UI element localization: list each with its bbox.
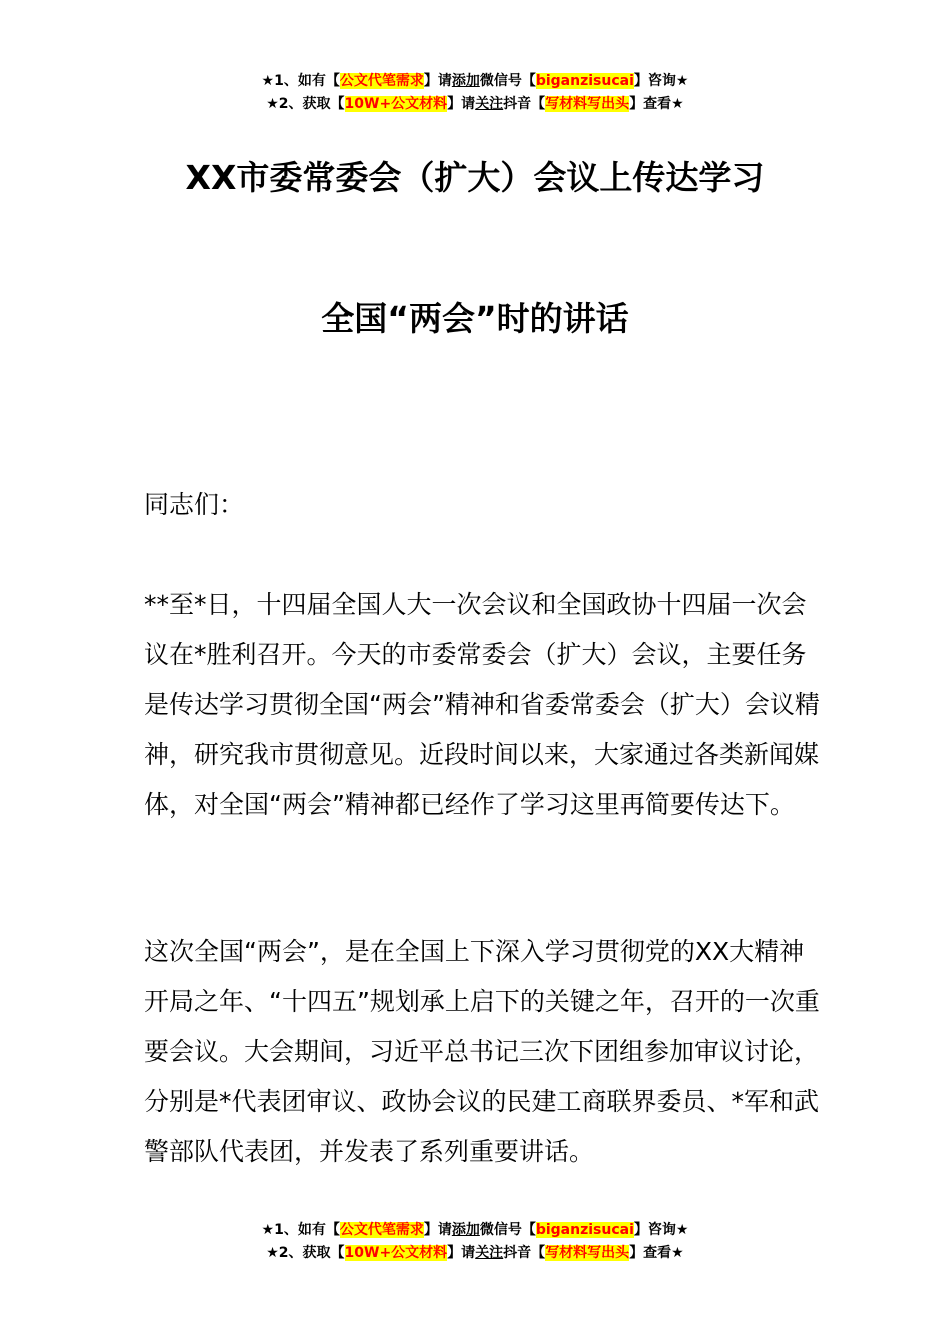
banner-text: 】请 <box>423 73 452 89</box>
banner-text: ★1、如有【 <box>261 1222 340 1238</box>
greeting: 同志们： <box>144 490 245 519</box>
banner-text: 】请 <box>447 96 476 112</box>
banner-underlined: 添加 <box>451 1222 480 1238</box>
banner-highlight: 10W+公文材料 <box>344 1245 448 1261</box>
document-title-line-1: XX市委常委会（扩大）会议上传达学习 <box>185 158 765 197</box>
document-title-line-2: 全国“两会”时的讲话 <box>321 299 629 338</box>
banner-underlined: 添加 <box>451 73 480 89</box>
banner-underlined: 关注 <box>475 1245 504 1261</box>
paragraph-1: **至*日，十四届全国人大一次会议和全国政协十四届一次会议在*胜利召开。今天的市委常委会（扩大）会议，主要任务是传达学习贯彻全国“两会”精神和省委常委会（扩大）会议精神，研究我市贯彻意见。近段时间以来，大家通过各类新闻媒体，对全国“两会”精神都已经作了学习这里再简要传达下。 <box>144 590 820 819</box>
banner-highlight: 公文代笔需求 <box>339 1222 424 1238</box>
paragraph-2: 这次全国“两会”，是在全国上下深入学习贯彻党的XX大精神开局之年、“十四五”规划承上启下的关键之年，召开的一次重要会议。大会期间，习近平总书记三次下团组参加审议讨论，分别是*代表团审议、政协会议的民建工商联界委员、*军和武警部队代表团，并发表了系列重要讲话。 <box>144 937 820 1166</box>
banner-text: 】查看★ <box>629 1245 684 1261</box>
banner-highlight: biganzisucai <box>535 73 634 89</box>
banner-text: 】咨询★ <box>633 1222 689 1238</box>
banner-text: ★2、获取【 <box>266 1245 345 1261</box>
banner-text: 抖音【 <box>503 1245 546 1261</box>
banner-line-2 <box>0 93 950 116</box>
banner-text: ★2、获取【 <box>266 96 345 112</box>
banner-text: 】请 <box>447 1245 476 1261</box>
banner-text: 微信号【 <box>479 1222 536 1238</box>
banner-line-1 <box>0 70 950 93</box>
banner-line-1 <box>0 1219 950 1242</box>
banner-highlight: biganzisucai <box>535 1222 634 1238</box>
banner-text: 】查看★ <box>629 96 684 112</box>
banner-underlined: 关注 <box>475 96 504 112</box>
footer-banner <box>0 1219 950 1265</box>
banner-text: 】请 <box>423 1222 452 1238</box>
banner-text: ★1、如有【 <box>261 73 340 89</box>
banner-line-2 <box>0 1242 950 1265</box>
header-banner <box>0 70 950 116</box>
banner-highlight: 10W+公文材料 <box>344 96 448 112</box>
banner-text: 】咨询★ <box>633 73 689 89</box>
banner-highlight: 写材料写出头 <box>545 1245 630 1261</box>
banner-highlight: 写材料写出头 <box>545 96 630 112</box>
banner-highlight: 公文代笔需求 <box>339 73 424 89</box>
banner-text: 微信号【 <box>479 73 536 89</box>
banner-text: 抖音【 <box>503 96 546 112</box>
